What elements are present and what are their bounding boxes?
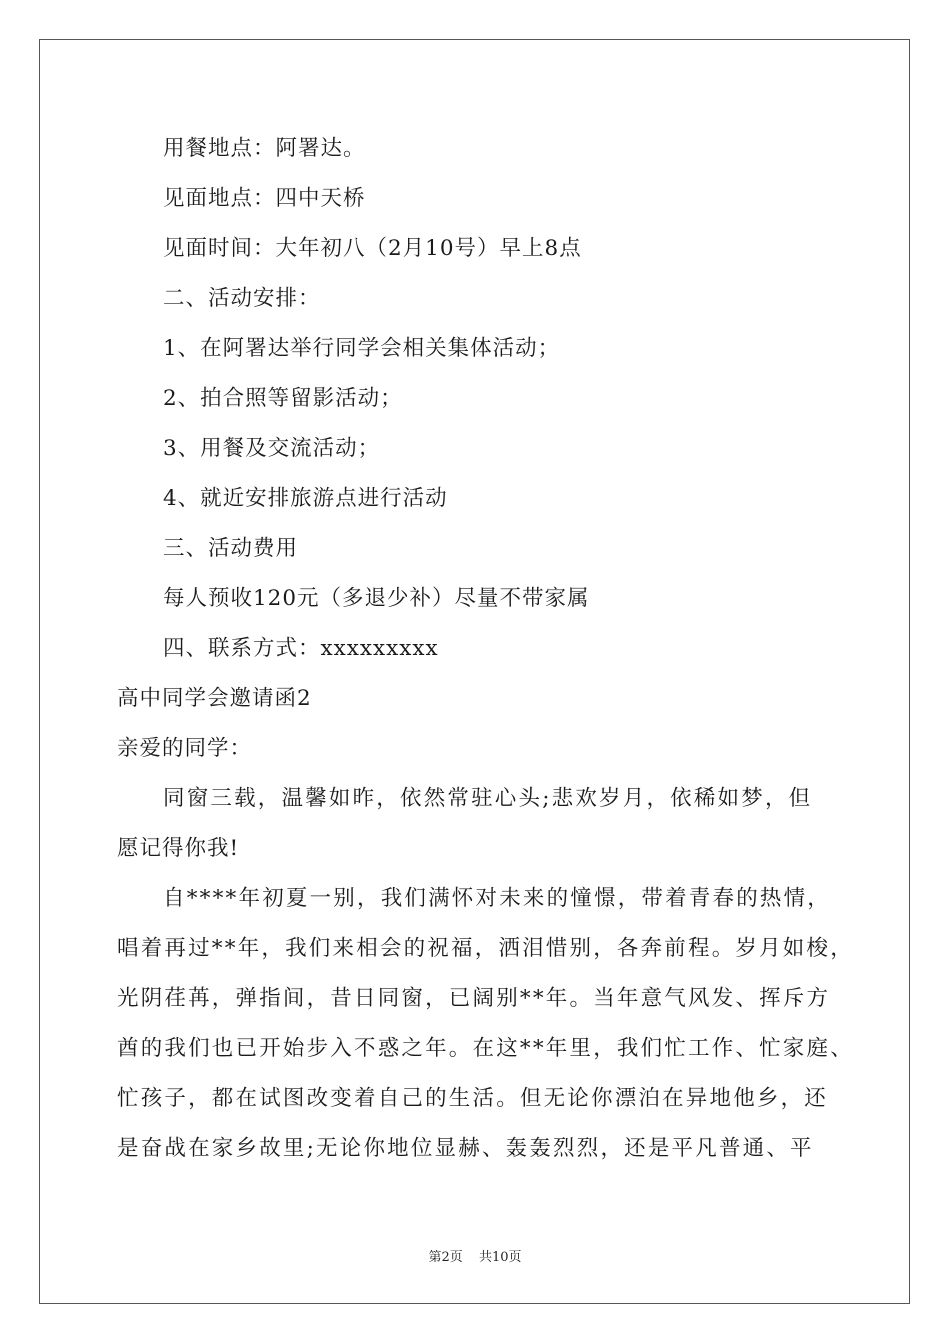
list-item: 1、在阿署达举行同学会相关集体活动； (163, 336, 561, 361)
page-footer (0, 1246, 950, 1265)
list-item: 4、就近安排旅游点进行活动 (163, 486, 448, 511)
text-line: 见面时间：大年初八（2月10号）早上8点 (163, 236, 582, 261)
letter-title: 高中同学会邀请函2 (117, 686, 312, 711)
text-line: 用餐地点：阿署达。 (163, 136, 366, 161)
text-line: 见面地点：四中天桥 (163, 186, 366, 211)
section-heading: 二、活动安排： (163, 286, 321, 311)
page-number: 第2页 (428, 1250, 463, 1265)
paragraph-line: 唱着再过**年，我们来相会的祝福，洒泪惜别，各奔前程。岁月如梭， (117, 936, 854, 961)
salutation: 亲爱的同学： (117, 736, 253, 761)
section-heading: 四、联系方式：xxxxxxxxx (163, 636, 439, 661)
paragraph-line: 忙孩子，都在试图改变着自己的生活。但无论你漂泊在异地他乡，还 (117, 1086, 829, 1111)
paragraph-line: 同窗三载，温馨如昨，依然常驻心头;悲欢岁月，依稀如梦，但 (163, 786, 813, 811)
paragraph-line: 是奋战在家乡故里;无论你地位显赫、轰轰烈烈，还是平凡普通、平 (117, 1136, 814, 1161)
paragraph-line: 酋的我们也已开始步入不惑之年。在这**年里，我们忙工作、忙家庭、 (117, 1036, 854, 1061)
paragraph-line: 光阴荏苒，弹指间，昔日同窗，已阔别**年。当年意气风发、挥斥方 (117, 986, 831, 1011)
list-item: 2、拍合照等留影活动； (163, 386, 403, 411)
section-heading: 三、活动费用 (163, 536, 299, 561)
page-frame (39, 39, 910, 1304)
list-item: 3、用餐及交流活动； (163, 436, 381, 461)
paragraph-line: 愿记得你我! (117, 836, 240, 861)
paragraph-line: 自****年初夏一别，我们满怀对未来的憧憬，带着青春的热情， (163, 886, 832, 911)
text-line: 每人预收120元（多退少补）尽量不带家属 (163, 586, 590, 611)
page-total: 共10页 (478, 1250, 522, 1265)
